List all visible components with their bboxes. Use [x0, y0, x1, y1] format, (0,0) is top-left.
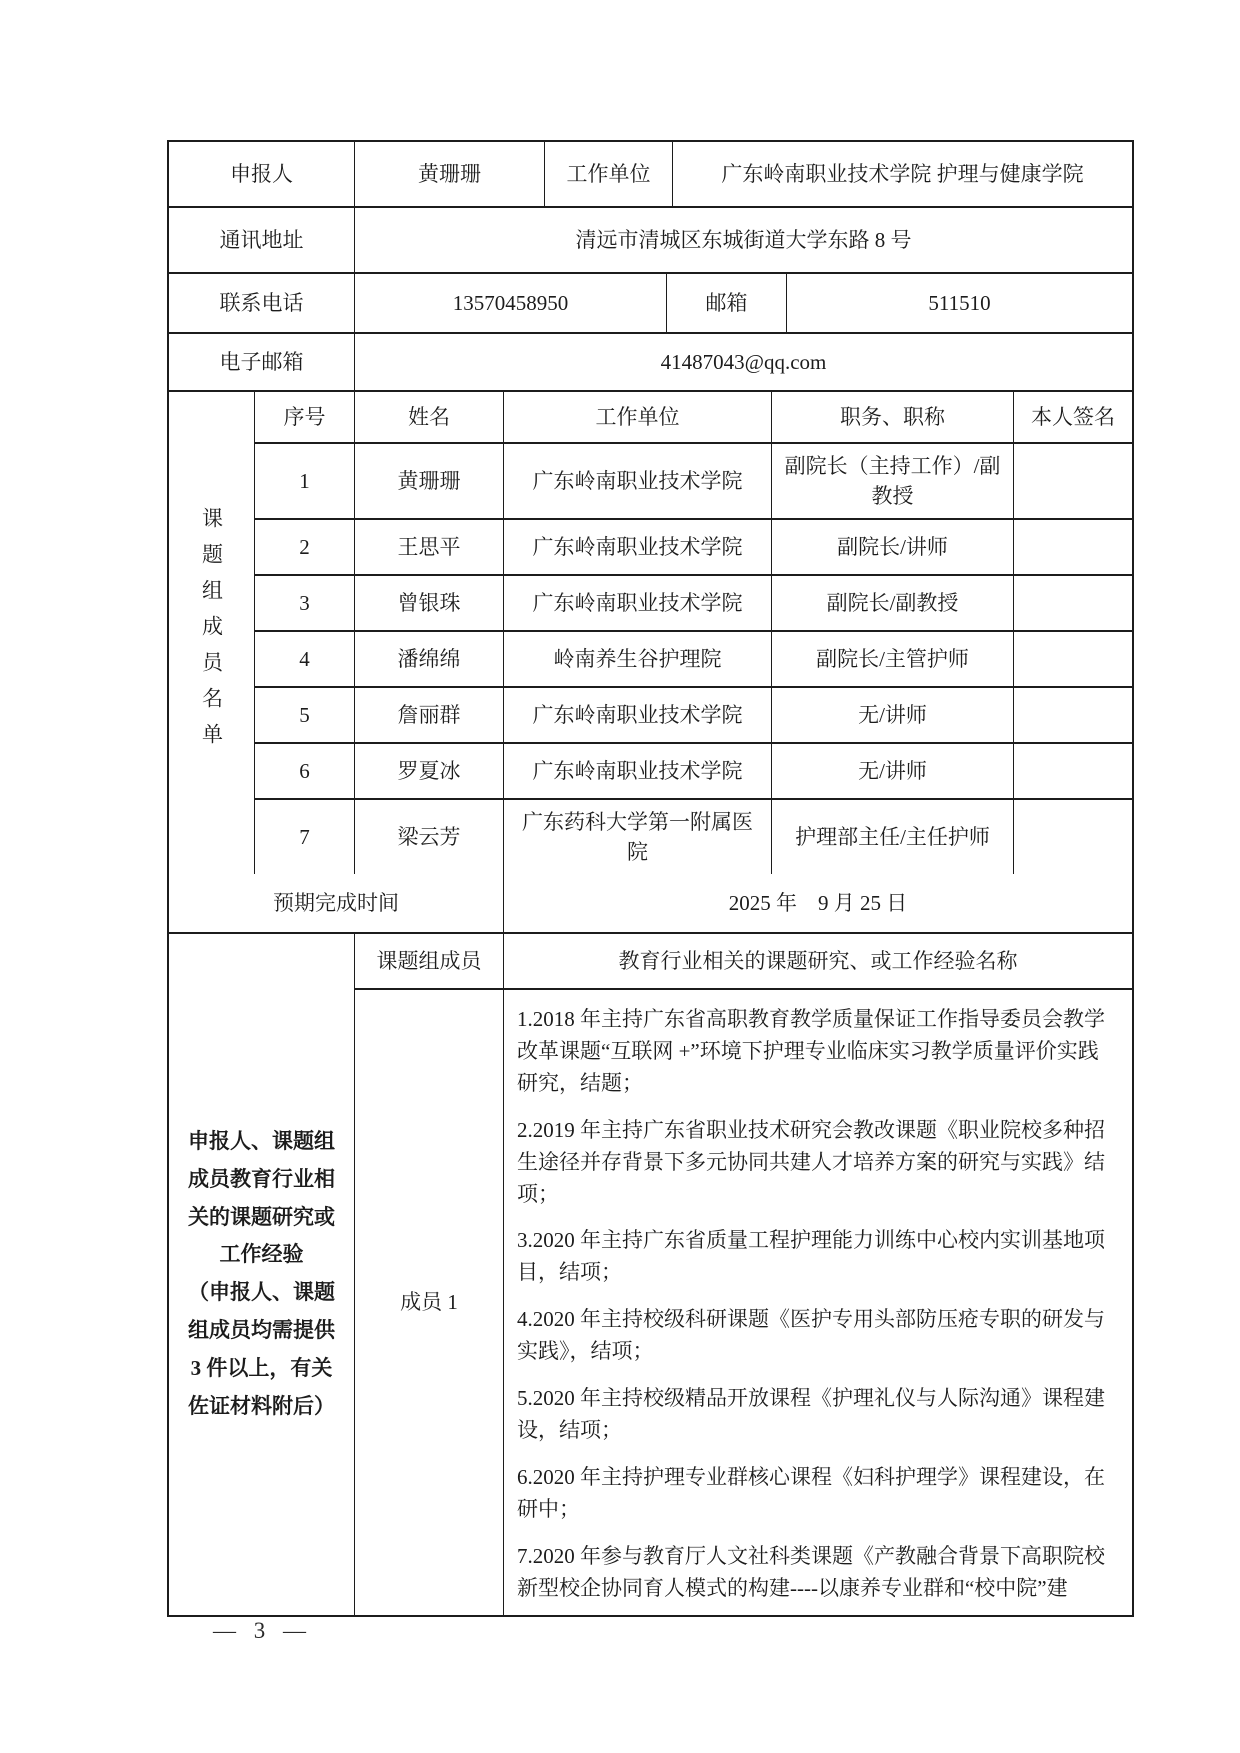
email-row [169, 332, 1132, 390]
signature-cell [1013, 520, 1132, 574]
member-no: 5 [254, 688, 354, 742]
member-no: 2 [254, 520, 354, 574]
experience-label-main: 申报人、课题组成员教育行业相关的课题研究或工作经验 [188, 1129, 335, 1267]
work-unit-value: 广东岭南职业技术学院 护理与健康学院 [672, 142, 1132, 206]
postcode-label: 邮箱 [666, 274, 786, 332]
experience-item: 3.2020 年主持广东省质量工程护理能力训练中心校内实训基地项目，结项； [517, 1228, 1105, 1285]
member1-label: 成员 1 [354, 990, 503, 1615]
table-row [254, 630, 1132, 686]
header-title: 职务、职称 [771, 392, 1013, 442]
header-name: 姓名 [354, 392, 503, 442]
member-name: 梁云芳 [354, 800, 503, 874]
signature-cell [1013, 632, 1132, 686]
table-row [254, 442, 1132, 518]
member-name: 曾银珠 [354, 576, 503, 630]
experience-member-col-header: 课题组成员 [354, 934, 503, 988]
experience-item: 7.2020 年参与教育厅人文社科类课题《产教融合背景下高职院校新型校企协同育人模式的构建----以康养专业群和“校中院”建 [517, 1543, 1105, 1600]
table-row [254, 574, 1132, 630]
member-name: 王思平 [354, 520, 503, 574]
team-section-label: 课题组成员名单 [199, 507, 224, 759]
table-row [254, 686, 1132, 742]
phone-row [169, 272, 1132, 332]
completion-row [169, 874, 1132, 932]
member-name: 黄珊珊 [354, 444, 503, 518]
email-label: 电子邮箱 [219, 349, 304, 374]
completion-value: 2025 年 9 月 25 日 [503, 874, 1132, 932]
member-title: 副院长（主持工作）/副教授 [771, 444, 1013, 518]
table-row [254, 742, 1132, 798]
experience-label-note: （申报人、课题组成员均需提供 3 件以上，有关佐证材料附后） [188, 1280, 335, 1418]
table-row [254, 798, 1132, 874]
member-title: 副院长/讲师 [771, 520, 1013, 574]
work-unit-label: 工作单位 [544, 142, 672, 206]
address-row [169, 206, 1132, 272]
applicant-name: 黄珊珊 [354, 142, 544, 206]
member-no: 6 [254, 744, 354, 798]
address-value: 清远市清城区东城街道大学东路 8 号 [354, 208, 1132, 272]
completion-label: 预期完成时间 [273, 890, 399, 915]
phone-label: 联系电话 [219, 290, 304, 315]
table-row [254, 518, 1132, 574]
member-no: 3 [254, 576, 354, 630]
experience-member1-row [354, 988, 1132, 1615]
signature-cell [1013, 688, 1132, 742]
header-signature: 本人签名 [1013, 392, 1132, 442]
member-unit: 岭南养生谷护理院 [503, 632, 771, 686]
header-unit: 工作单位 [503, 392, 771, 442]
signature-cell [1013, 800, 1132, 874]
header-no: 序号 [254, 392, 354, 442]
member-unit: 广东药科大学第一附属医院 [503, 800, 771, 874]
experience-item: 1.2018 年主持广东省高职教育教学质量保证工作指导委员会教学改革课题“互联网 +”环境下护理专业临床实习教学质量评价实践研究，结题； [517, 1007, 1105, 1095]
experience-header-row [354, 934, 1132, 988]
member-no: 4 [254, 632, 354, 686]
member-unit: 广东岭南职业技术学院 [503, 688, 771, 742]
address-label: 通讯地址 [219, 227, 304, 252]
email-value: 41487043@qq.com [354, 334, 1132, 390]
experience-item: 5.2020 年主持校级精品开放课程《护理礼仪与人际沟通》课程建设，结项； [517, 1386, 1105, 1442]
signature-cell [1013, 576, 1132, 630]
postcode-value: 511510 [786, 274, 1132, 332]
member-title: 无/讲师 [771, 744, 1013, 798]
member-unit: 广东岭南职业技术学院 [503, 744, 771, 798]
team-header-row [254, 392, 1132, 442]
member-name: 罗夏冰 [354, 744, 503, 798]
member-unit: 广东岭南职业技术学院 [503, 576, 771, 630]
member1-experience-list [503, 990, 1132, 1615]
member-title: 副院长/主管护师 [771, 632, 1013, 686]
member-no: 1 [254, 444, 354, 518]
experience-item: 6.2020 年主持护理专业群核心课程《妇科护理学》课程建设，在研中； [517, 1464, 1105, 1521]
page-number: — 3 — [213, 1618, 312, 1643]
application-form-table [167, 140, 1134, 1617]
member-title: 护理部主任/主任护师 [771, 800, 1013, 874]
applicant-row [169, 142, 1132, 206]
member-title: 无/讲师 [771, 688, 1013, 742]
experience-section-label [169, 934, 354, 1615]
signature-cell [1013, 444, 1132, 518]
member-unit: 广东岭南职业技术学院 [503, 520, 771, 574]
member-title: 副院长/副教授 [771, 576, 1013, 630]
member-unit: 广东岭南职业技术学院 [503, 444, 771, 518]
phone-value: 13570458950 [354, 274, 666, 332]
experience-section [169, 932, 1132, 1615]
team-section-label-cell [169, 392, 254, 874]
member-name: 潘绵绵 [354, 632, 503, 686]
member-no: 7 [254, 800, 354, 874]
signature-cell [1013, 744, 1132, 798]
experience-item: 2.2019 年主持广东省职业技术研究会教改课题《职业院校多种招生途径并存背景下多元协同共建人才培养方案的研究与实践》结项； [517, 1117, 1105, 1206]
experience-content-col-header: 教育行业相关的课题研究、或工作经验名称 [503, 934, 1132, 988]
member-name: 詹丽群 [354, 688, 503, 742]
applicant-label: 申报人 [230, 161, 293, 186]
team-members-section [169, 390, 1132, 874]
experience-item: 4.2020 年主持校级科研课题《医护专用头部防压疮专职的研发与实践》，结项； [517, 1307, 1105, 1364]
